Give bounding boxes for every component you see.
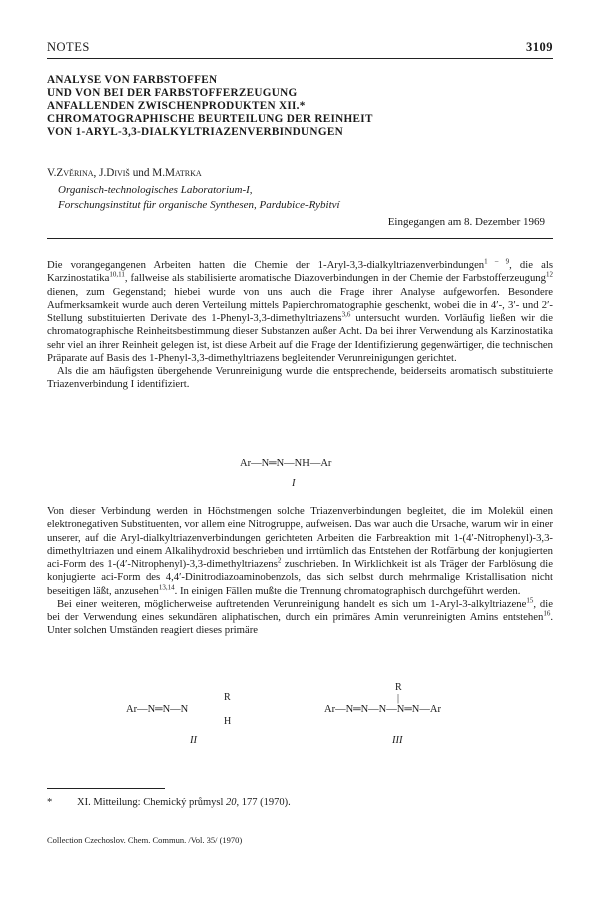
paragraph: Als die am häufigsten übergehende Verunreinigung wurde die entsprechende, beiderseits aromatisch substituierte Triazenverbindung I identifiziert. [47, 365, 553, 391]
citation: 2 [277, 556, 282, 565]
citation: 1 – 9 [484, 257, 510, 266]
title-line: UND VON BEI DER FARBSTOFFERZEUGUNG [47, 87, 298, 99]
structural-formula-III: Ar—N═N—N—N═N—Ar [324, 704, 441, 715]
journal-footer: Collection Czechoslov. Chem. Commun. /Vol. 35/ (1970) [47, 835, 243, 845]
structural-formula-II: Ar—N═N—N [126, 704, 189, 715]
body-text-2 [47, 505, 553, 638]
page-number: 3109 [526, 40, 553, 54]
title-line: CHROMATOGRAPHISCHE BEURTEILUNG DER REINHEIT [47, 113, 373, 125]
paragraph: Von dieser Verbindung werden in Höchstmengen solche Triazenverbindungen begleitet, die im Molekül einen elektronegativen Substituenten, vor allem eine Nitrogruppe, aufweisen. Das war auch die Ursache, warum wir in einer unserer, auf die Aryl-dialkyltriazenverbindungen gerichteten Arbeiten die Farbreaktion mit 1-(4′-Nitrophenyl)-3,3-dimethyltriazen und einem Alkalihydroxid beschrieben und irrtümlich das Entstehen der Rotfärbung der konjugierten aci-Form des 1-(4′-Nitrophenyl)-3,3-dimethyltriazens$^2$ zuschrieben. In Wirklichkeit ist als Träger der Farblösung die konjugierte aci-Form des 4,4′-Dinitrodiazoaminobenzols, das sich selbst durch mehrmalige Kristallisation nicht beseitigen läßt, anzusehen$^{13,14}$. In einigen Fällen mußte die Trennung chromatographisch durchgeführt werden. [47, 505, 553, 597]
formula-III-substituent-R: R [395, 682, 402, 693]
author-name: iviš [114, 167, 130, 179]
received-date: Eingegangen am 8. Dezember 1969 [387, 216, 545, 228]
formula-label: I [292, 478, 296, 489]
running-header [47, 40, 553, 56]
abstract-rule [47, 238, 553, 239]
author-name: atrka [174, 167, 202, 179]
body-text-1 [47, 259, 553, 392]
author-line [47, 167, 202, 179]
author-initial: V.Z [47, 167, 64, 179]
citation: 10,11 [109, 270, 125, 279]
section-label: NOTES [47, 40, 90, 54]
affiliation-line: Forschungsinstitut für organische Synthesen, Pardubice-Rybitví [58, 199, 340, 211]
author-name: věrina [63, 167, 94, 179]
paragraph: Bei einer weiteren, möglicherweise auftretenden Verunreinigung handelt es sich um 1-Aryl-3-alkyltriazene$^{15}$, die bei der Verwendung eines sekundären aliphatischen, durch ein primäres Amin verunreinigten Amins entstehen$^{16}$. Unter solchen Umständen reagiert dieses primäre [47, 596, 553, 637]
author-separator: , J.D [93, 167, 115, 179]
paragraph: Die vorangegangenen Arbeiten hatten die Chemie der 1-Aryl-3,3-dialkyltriazenverbindungen$^{1 - 9}$, die als Karzinostatika$^{10,11}$, fallweise als stabilisierte aromatische Diazoverbindungen in der Chemie der Farbstofferzeugung$^{12}$ dienen, zum Gegenstand; hiebei wurde von uns auch die Frage ihrer Analyse aufgeworfen. Besondere Aufmerksamkeit wurde auch deren Verteilung mittels Papierchromatographie geschenkt, wobei die in 4′-, 3′- und 2′-Stellung substituierten Derivate des 1-Phenyl-3,3-dimethyltriazens$^{3,6}$ untersucht wurden. Vorläufig ließen wir die chromatographische Reinheitsbestimmung dieser Substanzen außer Acht. Da bei ihrer Verwendung als Karzinostatika sehr viel an ihrer Reinheit gelegen ist, ist diese Arbeit auf die Frage der Identifizierung gegenwärtiger, die technischen Präparate auf Basis des 1-Phenyl-3,3-dimethyltriazens begleitender Verunreinigungen gerichtet. [47, 257, 554, 364]
author-separator: und M.M [129, 167, 175, 179]
affiliation-line: Organisch-technologisches Laboratorium-I, [58, 184, 253, 196]
title-line: ANALYSE VON FARBSTOFFEN [47, 74, 218, 86]
header-rule [47, 58, 553, 59]
formula-III-bond: | [397, 693, 400, 704]
citation: 13,14 [158, 582, 175, 591]
citation: 16 [543, 609, 551, 618]
formula-label: III [392, 735, 403, 746]
structural-formula-I: Ar—N═N—NH—Ar [240, 458, 332, 469]
citation: 15 [526, 596, 534, 605]
article-title [47, 74, 553, 139]
formula-label: II [190, 735, 197, 746]
title-line: VON 1-ARYL-3,3-DIALKYLTRIAZENVERBINDUNGEN [47, 126, 343, 138]
footnote: * XI. Mitteilung: Chemický průmysl 20, 177 (1970). [47, 797, 291, 808]
affiliation [58, 183, 340, 213]
footnote-rule [47, 788, 165, 789]
citation: 12 [546, 270, 553, 279]
formula-II-substituent-R: R [224, 692, 231, 703]
formula-II-substituent-H: H [224, 716, 232, 727]
title-line: ANFALLENDEN ZWISCHENPRODUKTEN XII.* [47, 100, 306, 112]
citation: 3,6 [341, 310, 351, 319]
